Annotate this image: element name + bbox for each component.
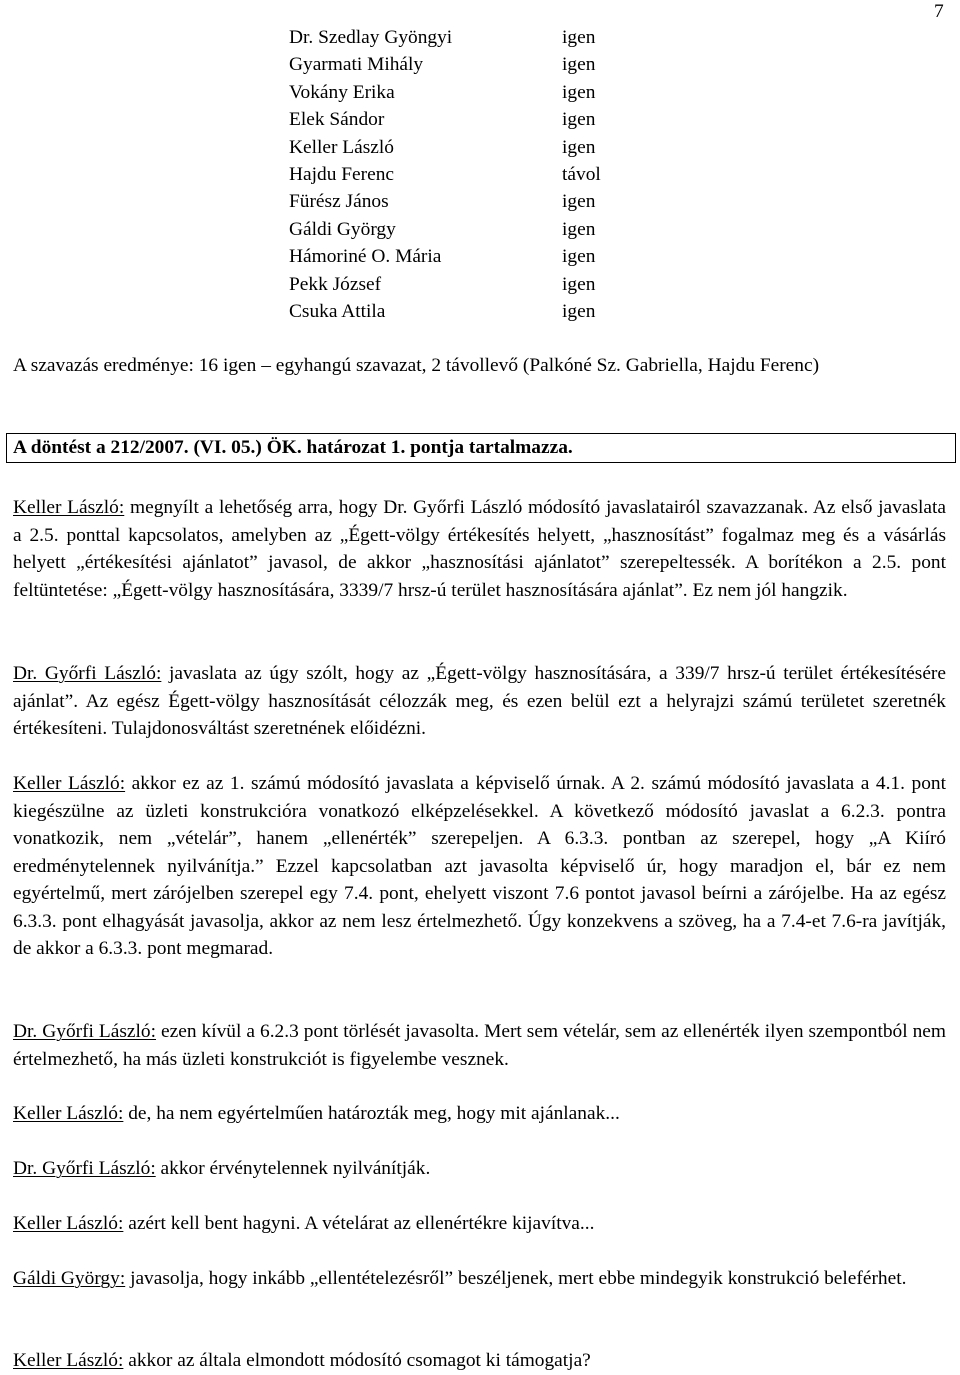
vote-value: igen (562, 136, 596, 158)
paragraph-text: javaslata az úgy szólt, hogy az „Égett-völgy hasznosítására, a 339/7 hrsz-ú terület értékesítésére ajánlat”. Az egész Égett-völgy hasznosítását célozzák meg, és ezen belül ezt a helyrajzi számú területet szeretnék értékesíteni. Tulajdonosváltást szeretnének előidézni. (13, 663, 946, 739)
voter-name: Vokány Erika (289, 81, 395, 103)
vote-value: igen (562, 191, 596, 213)
paragraph (13, 494, 946, 604)
speaker-name: Keller László: (13, 1103, 124, 1124)
speaker-name: Dr. Győrfi László: (13, 663, 162, 684)
vote-row (289, 134, 601, 161)
speaker-name: Keller László: (13, 773, 126, 794)
voter-name: Gyarmati Mihály (289, 54, 424, 76)
paragraph-text: megnyílt a lehetőség arra, hogy Dr. Győrfi László módosító javaslatairól szavazzanak. Az első javaslata a 2.5. ponttal kapcsolatos, amelyben az „Égett-völgy értékesítés helyett, „hasznosítást” fogalmaz meg és a vásárlás helyett „értékesítési ajánlatot” javasol, de akkor „hasznosítási ajánlatot” szerepeltessék. A borítékon a 2.5. pont feltüntetése: „Égett-völgy hasznosítására, 3339/7 hrsz-ú terület hasznosítására ajánlat”. Ez nem jól hangzik. (13, 497, 946, 601)
vote-value: igen (562, 218, 596, 240)
page-number: 7 (934, 1, 944, 22)
paragraph (13, 1100, 946, 1128)
paragraph-text: ezen kívül a 6.2.3 pont törlését javasolta. Mert sem vételár, sem az ellenérték ilyen szempontból nem értelmezhető, ha más üzleti konstrukciót is figyelembe vesznek. (13, 1021, 946, 1070)
vote-row (289, 188, 601, 215)
vote-row (289, 51, 601, 78)
voter-name: Pekk József (289, 273, 382, 295)
decision-box (6, 433, 956, 463)
paragraph (13, 1210, 946, 1238)
vote-row (289, 243, 601, 270)
voter-name: Dr. Szedlay Gyöngyi (289, 27, 453, 48)
voter-name: Keller László (289, 136, 394, 158)
paragraph (13, 1018, 946, 1073)
paragraph-text: javasolja, hogy inkább „ellentételezésről” beszéljenek, mert ebbe mindegyik konstrukció beleférhet. (125, 1268, 907, 1289)
paragraph (13, 660, 946, 743)
vote-result: A szavazás eredménye: 16 igen – egyhangú szavazat, 2 távollevő (Palkóné Sz. Gabriella, Hajdu Ferenc) (13, 355, 820, 376)
vote-row (289, 106, 601, 133)
voter-name: Fürész János (289, 191, 389, 213)
speaker-name: Keller László: (13, 1350, 124, 1371)
speaker-name: Keller László: (13, 1213, 124, 1234)
vote-row (289, 79, 601, 106)
vote-value: igen (562, 109, 596, 131)
vote-row (289, 161, 601, 188)
vote-value: igen (562, 54, 596, 76)
vote-row (289, 216, 601, 243)
decision-text: A döntést a 212/2007. (VI. 05.) ÖK. határozat 1. pontja tartalmazza. (13, 437, 573, 458)
paragraph-text: akkor érvénytelennek nyilvánítják. (155, 1158, 431, 1179)
vote-value: igen (562, 300, 596, 322)
paragraph (13, 1347, 946, 1375)
speaker-name: Dr. Győrfi László: (13, 1158, 156, 1179)
speaker-name: Keller László: (13, 497, 125, 518)
paragraph (13, 1155, 946, 1183)
voter-name: Gáldi György (289, 218, 396, 240)
speaker-name: Gáldi György: (13, 1268, 126, 1289)
paragraph-text: azért kell bent hagyni. A vételárat az ellenértékre kijavítva... (123, 1213, 595, 1234)
vote-value: távol (562, 163, 601, 185)
voter-name: Elek Sándor (289, 109, 385, 131)
voter-name: Hajdu Ferenc (289, 163, 394, 185)
vote-value: igen (562, 27, 596, 48)
vote-list (289, 24, 601, 325)
vote-value: igen (562, 246, 596, 268)
vote-value: igen (562, 81, 596, 103)
paragraph-text: akkor ez az 1. számú módosító javaslata a képviselő úrnak. A 2. számú módosító javaslata a 4.1. pont kiegészülne az üzleti konstrukcióra vonatkozó elképzelésekkel. A következő módosító javaslat a 6.2.3. pontra vonatkozik, nem „vételár”, hanem „ellenérték” szerepeljen. A 6.3.3. pontban az szerepel, hogy „A Kiíró eredménytelennek nyilvánítja.” Ezzel kapcsolatban azt javasolta képviselő úr, hogy maradjon el, bár ez nem egyértelmű, mert zárójelben szerepel egy 7.4. pont, ehelyett viszont 7.6 pontot javasol beírni a zárójelbe. Ha az egész 6.3.3. pont elhagyását javasolja, akkor az nem lesz értelmezhető. Úgy konzekvens a szöveg, ha a 7.4-et 7.6-ra javítják, de akkor a 6.3.3. pont megmarad. (13, 773, 946, 959)
paragraph-text: akkor az általa elmondott módosító csomagot ki támogatja? (123, 1350, 591, 1371)
voter-name: Csuka Attila (289, 300, 386, 322)
vote-row (289, 24, 601, 51)
voter-name: Hámoriné O. Mária (289, 246, 442, 268)
vote-value: igen (562, 273, 596, 295)
speaker-name: Dr. Győrfi László: (13, 1021, 157, 1042)
paragraph-text: de, ha nem egyértelműen határozták meg, hogy mit ajánlanak... (123, 1103, 620, 1124)
paragraph (13, 770, 946, 963)
vote-row (289, 271, 601, 298)
vote-row (289, 298, 601, 325)
paragraph (13, 1265, 946, 1293)
